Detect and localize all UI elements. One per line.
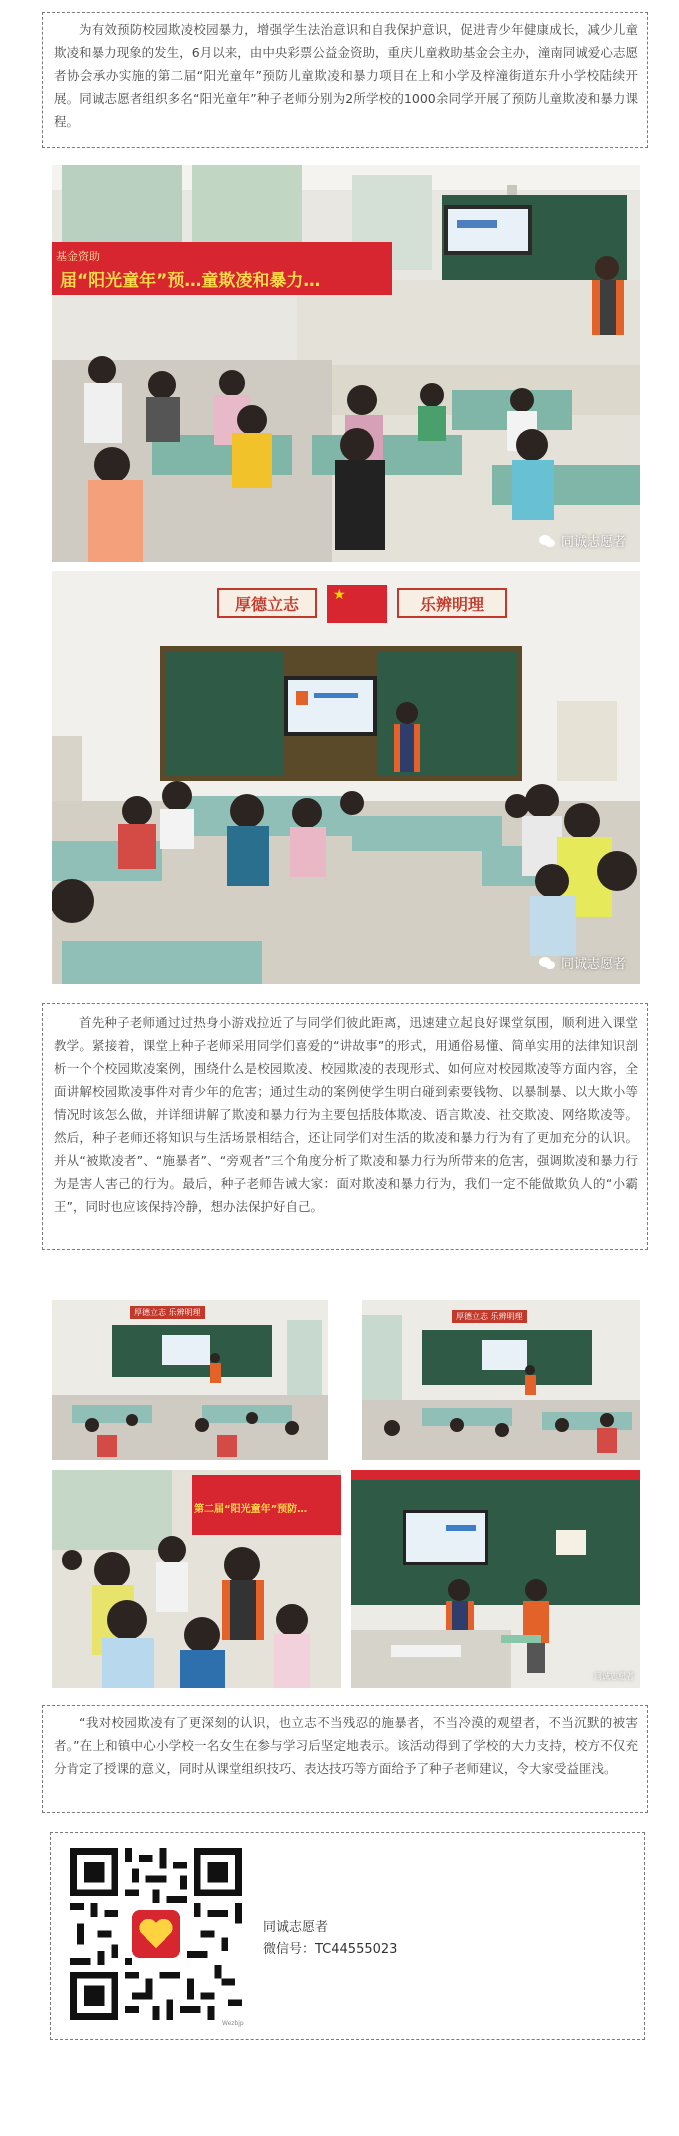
- body-paragraph: 首先种子老师通过过热身小游戏拉近了与同学们彼此距离，迅速建立起良好课堂氛围，顺利进入课堂教学。紧接着，课堂上种子老师采用同学们喜爱的“讲故事”的形式，用通俗易懂、简单实用的法律知识剖析一个个校园欺凌案例，围绕什么是校园欺凌、校园欺凌的表现形式、如何应对校园欺凌等方面内容，全面讲解校园欺凌事件对青少年的危害；通过生动的案例使学生明白碰到索要钱物、以暴制暴、以大欺小等情况时该怎么做，并详细讲解了欺凌和暴力行为主要包括肢体欺凌、语言欺凌、社交欺凌、网络欺凌等。然后，种子老师还将知识与生活场景相结合，还让同学们对生活的欺凌和暴力行为有了更加充分的认识。并从“被欺凌者”、“施暴者”、“旁观者”三个角度分析了欺凌和暴力行为所带来的危害，强调欺凌和暴力行为是害人害己的行为。最后，种子老师告诫大家：面对欺凌和暴力行为，我们一定不能做欺负人的“小霸王”，同时也应该保持冷静，想办法保护好自己。: [54, 1015, 638, 1214]
- sign-left-text: 厚德立志: [234, 595, 299, 614]
- sign-left: [217, 588, 317, 618]
- watermark-small-text: 同诚志愿者: [594, 1672, 634, 1681]
- classroom-photo-1: [52, 165, 640, 562]
- flag: [327, 585, 387, 623]
- grid-photo-a: [52, 1300, 328, 1460]
- classroom-photo-2-art: [52, 571, 640, 984]
- org-name: 同诚志愿者: [263, 1920, 329, 1935]
- wechat-icon: [538, 956, 556, 970]
- watermark-text: 同诚志愿者: [560, 957, 626, 972]
- watermark: [538, 531, 626, 550]
- qr-caption: Wezbjp: [222, 2020, 244, 2027]
- grid-photo-d-art: [351, 1470, 640, 1688]
- flag-star-icon: ★: [333, 587, 346, 603]
- banner-title: 届“阳光童年”预…童欺凌和暴力…: [60, 271, 321, 291]
- qr-code[interactable]: [70, 1848, 242, 2020]
- sign-right: [397, 588, 507, 618]
- org-info: [263, 1917, 397, 1961]
- grid-photo-a-art: [52, 1300, 328, 1460]
- watermark: [538, 953, 626, 972]
- banner-left-text: 基金资助: [56, 250, 100, 263]
- grid-photo-d: [351, 1470, 640, 1688]
- grid-banner-c: 第二届“阳光童年”预防…: [194, 1504, 308, 1515]
- intro-paragraph: 为有效预防校园欺凌校园暴力，增强学生法治意识和自我保护意识，促进青少年健康成长，减少儿童欺凌和暴力现象的发生，6月以来，由中央彩票公益金资助，重庆儿童救助基金会主办，潼南同诚爱心志愿者协会承办实施的第二届“阳光童年”预防儿童欺凌和暴力项目在上和小学及梓潼街道东升小学校陆续开展。同诚志愿者组织多名“阳光童年”种子老师分别为2所学校的1000余同学开展了预防儿童欺凌和暴力课程。: [54, 22, 638, 129]
- grid-sign-b: 厚德立志 乐辨明理: [452, 1310, 527, 1323]
- sign-right-text: 乐辨明理: [419, 595, 484, 614]
- classroom-photo-2: [52, 571, 640, 984]
- grid-photo-b-art: [362, 1300, 640, 1460]
- grid-photo-b: [362, 1300, 640, 1460]
- watermark-text: 同诚志愿者: [560, 535, 626, 550]
- watermark-small: [594, 1671, 634, 1682]
- quote-paragraph: “我对校园欺凌有了更深刻的认识，也立志不当残忍的施暴者，不当冷漠的观望者，不当沉默的被害者。”在上和镇中心小学校一名女生在参与学习后坚定地表示。该活动得到了学校的大力支持，校方不仅充分肯定了授课的意义，同时从课堂组织技巧、表达技巧等方面给予了种子老师建议，令大家受益匪浅。: [54, 1715, 638, 1776]
- grid-sign-a: 厚德立志 乐辨明理: [130, 1306, 205, 1319]
- event-banner: [52, 242, 392, 295]
- classroom-photo-1-art: [52, 165, 640, 562]
- wechat-icon: [538, 534, 556, 548]
- wechat-id[interactable]: 微信号：TC44555023: [263, 1942, 398, 1957]
- grid-photo-c: [52, 1470, 341, 1688]
